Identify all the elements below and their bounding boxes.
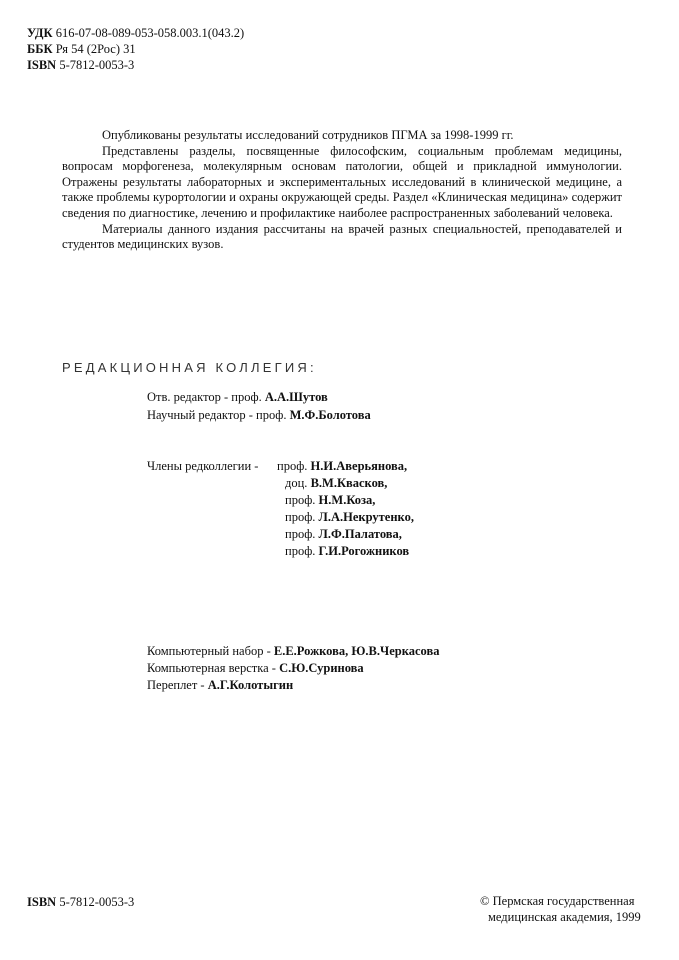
- board-member: проф. Л.Ф.Палатова,: [285, 527, 402, 541]
- annotation-paragraph-2: Представлены разделы, посвященные философским, социальным проблемам медицины, вопросам морфогенеза, молекулярным основам патологии, общей и прикладной иммунологии. Отражены результаты лабораторных и экспериментальных исследований в клинической медицине, а также проблемы курортологии и охраны окружающей среды. Раздел «Клиническая медицина» содержит сведения по диагностике, лечению и профилактике наиболее распространенных заболеваний человека.: [62, 143, 622, 220]
- credit-binding: Переплет - А.Г.Колотыгин: [147, 678, 294, 692]
- editorial-board-title: РЕДАКЦИОННАЯ КОЛЛЕГИЯ:: [62, 360, 317, 375]
- bbk-code: ББК Ря 54 (2Рос) 31: [27, 42, 136, 56]
- board-member: проф. Н.И.Аверьянова,: [277, 459, 408, 473]
- annotation-paragraph-3: Материалы данного издания рассчитаны на врачей разных специальностей, преподавателей и студентов медицинских вузов.: [62, 221, 622, 252]
- chief-editor: Отв. редактор - проф. А.А.Шутов: [147, 390, 328, 404]
- board-member: проф. Н.М.Коза,: [285, 493, 376, 507]
- board-member: проф. Л.А.Некрутенко,: [285, 510, 414, 524]
- science-editor: Научный редактор - проф. М.Ф.Болотова: [147, 408, 371, 422]
- annotation-paragraph-1: Опубликованы результаты исследований сотрудников ПГМА за 1998-1999 гг.: [102, 128, 514, 142]
- udc-code: УДК 616-07-08-089-053-058.003.1(043.2): [27, 26, 245, 40]
- credit-layout: Компьютерная верстка - С.Ю.Суринова: [147, 661, 364, 675]
- isbn-code: ISBN 5-7812-0053-3: [27, 58, 135, 72]
- board-member: доц. В.М.Квасков,: [285, 476, 388, 490]
- catalog-codes: [27, 25, 244, 73]
- footer-isbn: ISBN 5-7812-0053-3: [27, 895, 135, 909]
- credit-typesetting: Компьютерный набор - Е.Е.Рожкова, Ю.В.Черкасова: [147, 644, 440, 658]
- board-members-label: Члены редколлегии -: [147, 459, 259, 473]
- copyright: © Пермская государственная медицинская академия, 1999: [480, 894, 641, 924]
- board-member: проф. Г.И.Рогожников: [285, 544, 410, 558]
- annotation: [62, 128, 622, 253]
